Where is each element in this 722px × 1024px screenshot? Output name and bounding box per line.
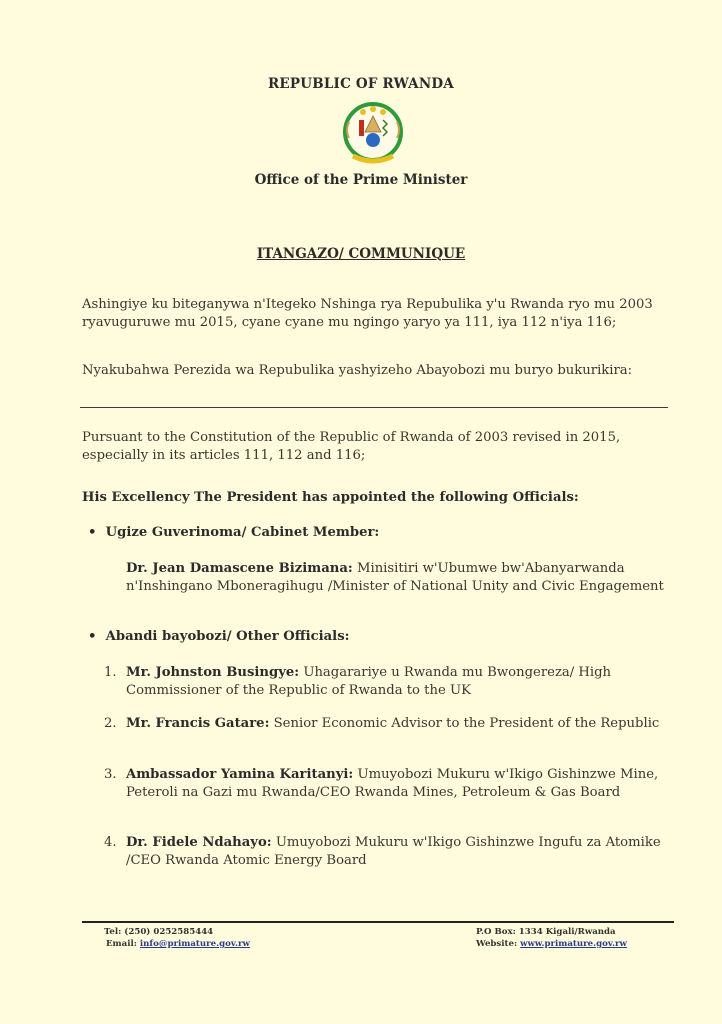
list-number: 4.: [104, 835, 117, 850]
bullet-icon: •: [88, 525, 97, 540]
official-role: Senior Economic Advisor to the President of the Republic: [273, 716, 660, 731]
footer-left: [104, 926, 250, 950]
section-cabinet-title: • Ugize Guverinoma/ Cabinet Member:: [88, 525, 380, 540]
divider: [80, 407, 668, 408]
footer-email-link[interactable]: info@primature.gov.rw: [139, 939, 250, 949]
footer-tel: Tel: (250) 0252585444: [104, 927, 214, 937]
list-item: [104, 715, 664, 733]
footer-divider: [82, 921, 674, 923]
kinyarwanda-preamble: Ashingiye ku biteganywa n'Itegeko Nshinga rya Repubulika y'u Rwanda ryo mu 2003 ryavuguruwe mu 2015, cyane cyane mu ngingo yaryo ya 111, iya 112 n'iya 116;: [82, 297, 653, 330]
official-role: Umuyobozi Mukuru w'Ikigo Gishinzwe Mine, Peteroli na Gazi mu Rwanda/CEO Rwanda Mines, Petroleum & Gas Board: [126, 767, 659, 800]
section-other-title: • Abandi bayobozi/ Other Officials:: [88, 629, 350, 644]
official-name: Ambassador Yamina Karitanyi:: [126, 767, 354, 782]
office-heading: Office of the Prime Minister: [254, 172, 468, 188]
list-item: [104, 664, 664, 699]
bullet-icon: •: [88, 629, 97, 644]
official-name: Mr. Johnston Busingye:: [126, 665, 300, 680]
country-heading: REPUBLIC OF RWANDA: [268, 76, 454, 92]
kinyarwanda-intro: Nyakubahwa Perezida wa Repubulika yashyizeho Abayobozi mu buryo bukurikira:: [82, 363, 633, 378]
official-name: Dr. Fidele Ndahayo:: [126, 835, 272, 850]
official-name: Mr. Francis Gatare:: [126, 716, 270, 731]
footer-website-link[interactable]: www.primature.gov.rw: [520, 939, 627, 949]
official-role: Minisitiri w'Ubumwe bw'Abanyarwanda n'Inshingano Mboneragihugu /Minister of National Unity and Civic Engagement: [126, 561, 664, 594]
official-name: Dr. Jean Damascene Bizimana:: [126, 561, 353, 576]
official-role: Umuyobozi Mukuru w'Ikigo Gishinzwe Ingufu za Atomike /CEO Rwanda Atomic Energy Board: [126, 835, 661, 868]
list-number: 2.: [104, 716, 117, 731]
cabinet-entry: [126, 560, 666, 595]
list-number: 1.: [104, 665, 117, 680]
appointment-heading: His Excellency The President has appointed the following Officials:: [82, 490, 579, 505]
footer-email-label: Email:: [106, 939, 137, 949]
english-preamble: Pursuant to the Constitution of the Republic of Rwanda of 2003 revised in 2015, especially in its articles 111, 112 and 116;: [82, 430, 621, 463]
footer-pobox: P.O Box: 1334 Kigali/Rwanda: [476, 927, 616, 937]
rwanda-coat-of-arms-icon: [337, 100, 409, 168]
footer-right: [476, 926, 627, 950]
communique-title: ITANGAZO/ COMMUNIQUE: [256, 246, 466, 262]
list-item: [104, 834, 664, 869]
official-role: Uhagarariye u Rwanda mu Bwongereza/ High Commissioner of the Republic of Rwanda to the UK: [126, 665, 612, 698]
footer-website-label: Website:: [476, 939, 518, 949]
list-number: 3.: [104, 767, 117, 782]
list-item: [104, 766, 664, 801]
